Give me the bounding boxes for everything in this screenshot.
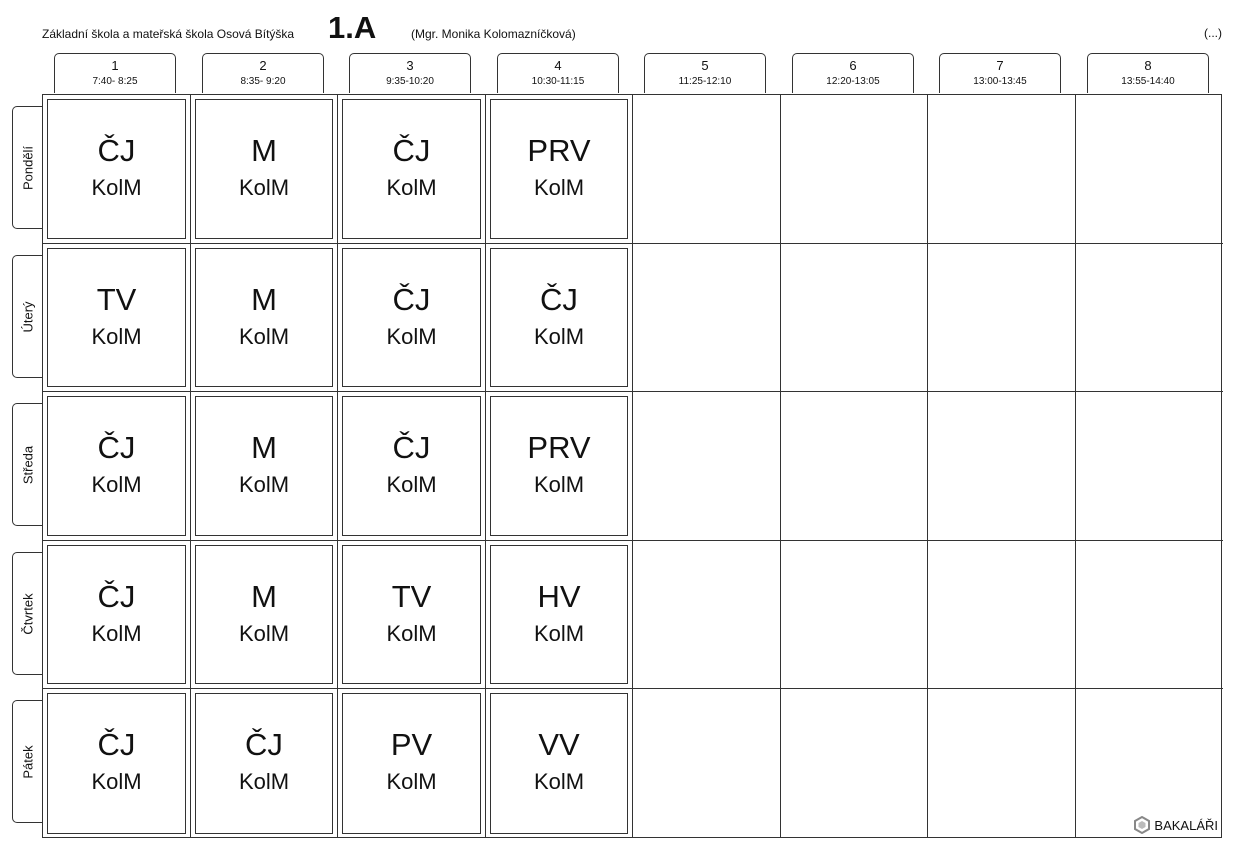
- period-number: 3: [406, 58, 414, 73]
- lesson-teacher: KolM: [238, 472, 290, 497]
- lesson-card[interactable]: [47, 248, 186, 387]
- lesson-subject: VV: [538, 727, 580, 762]
- hexagon-logo-icon: [1134, 816, 1150, 834]
- lesson-teacher: KolM: [533, 621, 585, 646]
- timetable-cell: [486, 244, 633, 392]
- timetable-cell: [928, 541, 1076, 689]
- lesson-card[interactable]: [195, 545, 333, 684]
- lesson-teacher: KolM: [533, 175, 585, 200]
- lesson-subject: PV: [390, 727, 433, 762]
- day-label: Pondělí: [20, 145, 35, 190]
- lesson-subject: HV: [537, 579, 581, 614]
- timetable-cell: [781, 541, 928, 689]
- lesson-card[interactable]: [490, 248, 628, 387]
- lesson-subject: ČJ: [97, 727, 136, 762]
- day-label: Úterý: [20, 300, 35, 333]
- period-number: 5: [701, 58, 709, 73]
- period-time: 12:20-13:05: [826, 76, 880, 87]
- timetable-cell: [781, 244, 928, 392]
- timetable-cell: [1076, 392, 1223, 541]
- period-number: 7: [996, 58, 1004, 73]
- period-header-8: [1087, 53, 1209, 93]
- timetable-cell: [191, 541, 338, 689]
- timetable-cell: [191, 244, 338, 392]
- class-teacher: (Mgr. Monika Kolomazníčková): [411, 27, 576, 41]
- lesson-card[interactable]: [195, 248, 333, 387]
- timetable-cell: [486, 689, 633, 838]
- timetable-cell: [486, 541, 633, 689]
- lesson-teacher: KolM: [91, 324, 142, 349]
- timetable-cell: [781, 95, 928, 244]
- lesson-card[interactable]: [195, 693, 333, 834]
- lesson-teacher: KolM: [238, 324, 290, 349]
- day-tab-1: [12, 106, 42, 229]
- timetable-cell: [781, 689, 928, 838]
- timetable-cell: [781, 392, 928, 541]
- lesson-teacher: KolM: [533, 324, 585, 349]
- lesson-card[interactable]: [490, 545, 628, 684]
- period-time: 9:35-10:20: [386, 76, 434, 87]
- period-header-2: [202, 53, 324, 93]
- period-time: 10:30-11:15: [531, 76, 585, 87]
- lesson-card[interactable]: [195, 99, 333, 239]
- period-header-3: [349, 53, 471, 93]
- timetable-cell: [928, 95, 1076, 244]
- period-number: 4: [554, 58, 562, 73]
- timetable-cell: [338, 541, 486, 689]
- period-number: 6: [849, 58, 857, 73]
- day-tab-3: [12, 403, 42, 526]
- brand-label: BAKALÁŘI: [1154, 817, 1218, 833]
- lesson-subject: ČJ: [97, 133, 136, 168]
- lesson-teacher: KolM: [238, 769, 290, 794]
- lesson-card[interactable]: [47, 545, 186, 684]
- lesson-teacher: KolM: [386, 324, 437, 349]
- lesson-teacher: KolM: [91, 769, 142, 794]
- timetable-cell: [43, 95, 191, 244]
- lesson-card[interactable]: [47, 693, 186, 834]
- period-header-5: [644, 53, 766, 93]
- lesson-teacher: KolM: [238, 621, 290, 646]
- day-tab-2: [12, 255, 42, 378]
- timetable-cell: [191, 689, 338, 838]
- lesson-subject: M: [251, 430, 277, 465]
- lesson-teacher: KolM: [238, 175, 290, 200]
- lesson-teacher: KolM: [91, 175, 142, 200]
- timetable-cell: [486, 95, 633, 244]
- timetable-cell: [43, 244, 191, 392]
- timetable-cell: [1076, 95, 1223, 244]
- lesson-card[interactable]: [47, 396, 186, 536]
- period-time: 13:55-14:40: [1121, 76, 1175, 87]
- lesson-teacher: KolM: [91, 621, 142, 646]
- period-number: 1: [111, 58, 119, 73]
- timetable-cell: [928, 244, 1076, 392]
- timetable-cell: [43, 541, 191, 689]
- lesson-subject: M: [251, 133, 277, 168]
- timetable-cell: [633, 689, 781, 838]
- period-number: 8: [1144, 58, 1152, 73]
- timetable-cell: [633, 541, 781, 689]
- lesson-card[interactable]: [342, 248, 481, 387]
- lesson-subject: ČJ: [245, 727, 283, 762]
- timetable-cell: [633, 392, 781, 541]
- lesson-teacher: KolM: [533, 472, 585, 497]
- lesson-subject: TV: [96, 282, 137, 317]
- lesson-card[interactable]: [47, 99, 186, 239]
- lesson-subject: PRV: [527, 430, 591, 465]
- timetable-grid: [42, 94, 1222, 838]
- lesson-subject: ČJ: [392, 133, 431, 168]
- timetable-cell: [43, 689, 191, 838]
- period-header-4: [497, 53, 619, 93]
- period-header-6: [792, 53, 914, 93]
- period-time: 7:40- 8:25: [92, 76, 138, 87]
- lesson-subject: ČJ: [97, 430, 136, 465]
- day-label: Středa: [20, 445, 35, 484]
- lesson-teacher: KolM: [386, 175, 437, 200]
- lesson-teacher: KolM: [386, 621, 437, 646]
- lesson-card[interactable]: [490, 693, 628, 834]
- lesson-teacher: KolM: [533, 769, 585, 794]
- period-time: 13:00-13:45: [973, 76, 1027, 87]
- timetable-cell: [928, 392, 1076, 541]
- timetable-cell: [1076, 541, 1223, 689]
- day-label: Čtvrtek: [20, 592, 35, 635]
- period-number: 2: [259, 58, 267, 73]
- lesson-subject: PRV: [527, 133, 591, 168]
- timetable-cell: [633, 95, 781, 244]
- class-title: 1.A: [328, 10, 377, 45]
- timetable-cell: [338, 244, 486, 392]
- lesson-subject: TV: [391, 579, 432, 614]
- day-tab-4: [12, 552, 42, 675]
- timetable-cell: [191, 392, 338, 541]
- period-header-1: [54, 53, 176, 93]
- lesson-subject: M: [251, 579, 277, 614]
- timetable-cell: [1076, 244, 1223, 392]
- lesson-card[interactable]: [490, 99, 628, 239]
- lesson-subject: ČJ: [392, 430, 431, 465]
- lesson-subject: ČJ: [540, 282, 578, 317]
- lesson-subject: ČJ: [97, 579, 136, 614]
- timetable-cell: [486, 392, 633, 541]
- lesson-subject: M: [251, 282, 277, 317]
- lesson-card[interactable]: [342, 693, 481, 834]
- timetable-cell: [928, 689, 1076, 838]
- lesson-teacher: KolM: [386, 472, 437, 497]
- lesson-card[interactable]: [342, 99, 481, 239]
- lesson-card[interactable]: [490, 396, 628, 536]
- lesson-card[interactable]: [342, 545, 481, 684]
- bakalari-brand: [1134, 816, 1218, 834]
- day-label: Pátek: [20, 744, 35, 779]
- period-header-7: [939, 53, 1061, 93]
- lesson-card[interactable]: [342, 396, 481, 536]
- lesson-subject: ČJ: [392, 282, 431, 317]
- school-name: Základní škola a mateřská škola Osová Bítýška: [42, 27, 295, 41]
- timetable-cell: [633, 244, 781, 392]
- timetable-cell: [338, 95, 486, 244]
- timetable-cell: [338, 689, 486, 838]
- lesson-teacher: KolM: [91, 472, 142, 497]
- timetable-cell: [191, 95, 338, 244]
- timetable-cell: [43, 392, 191, 541]
- period-time: 8:35- 9:20: [240, 76, 286, 87]
- period-time: 11:25-12:10: [678, 76, 732, 87]
- lesson-teacher: KolM: [386, 769, 437, 794]
- day-tab-5: [12, 700, 42, 823]
- lesson-card[interactable]: [195, 396, 333, 536]
- more-indicator: (...): [1204, 26, 1222, 40]
- timetable-cell: [338, 392, 486, 541]
